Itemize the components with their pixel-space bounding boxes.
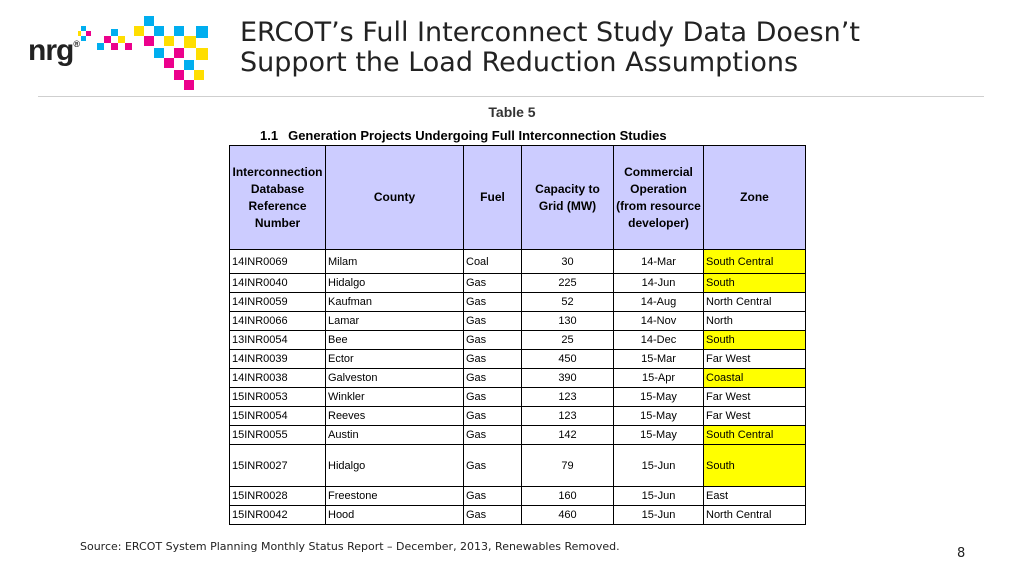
cell-commercial-operation: 15-Jun bbox=[614, 445, 704, 487]
cell-commercial-operation: 14-Nov bbox=[614, 312, 704, 331]
cell-reference-number: 14INR0066 bbox=[230, 312, 326, 331]
cell-fuel: Gas bbox=[464, 388, 522, 407]
table-body bbox=[230, 250, 806, 525]
cell-county: Hidalgo bbox=[326, 445, 464, 487]
cell-county: Kaufman bbox=[326, 293, 464, 312]
cell-commercial-operation: 14-Mar bbox=[614, 250, 704, 274]
cell-zone: South bbox=[704, 274, 806, 293]
caption-text: Generation Projects Undergoing Full Interconnection Studies bbox=[288, 128, 667, 143]
cell-commercial-operation: 15-Jun bbox=[614, 487, 704, 506]
cell-capacity: 25 bbox=[522, 331, 614, 350]
table-row bbox=[230, 369, 806, 388]
cell-fuel: Gas bbox=[464, 293, 522, 312]
table-row bbox=[230, 250, 806, 274]
cell-county: Ector bbox=[326, 350, 464, 369]
cell-fuel: Gas bbox=[464, 506, 522, 525]
cell-zone: South bbox=[704, 445, 806, 487]
slide-title bbox=[240, 18, 1000, 78]
cell-county: Milam bbox=[326, 250, 464, 274]
cell-fuel: Gas bbox=[464, 445, 522, 487]
header-county: County bbox=[326, 146, 464, 250]
table-row bbox=[230, 274, 806, 293]
cell-capacity: 225 bbox=[522, 274, 614, 293]
cell-reference-number: 14INR0040 bbox=[230, 274, 326, 293]
cell-county: Galveston bbox=[326, 369, 464, 388]
cell-commercial-operation: 14-Jun bbox=[614, 274, 704, 293]
caption-number: 1.1 bbox=[260, 128, 279, 143]
table-row bbox=[230, 388, 806, 407]
cell-reference-number: 14INR0039 bbox=[230, 350, 326, 369]
title-divider bbox=[38, 96, 984, 97]
cell-commercial-operation: 15-May bbox=[614, 426, 704, 445]
cell-fuel: Gas bbox=[464, 369, 522, 388]
logo-pixel-mark-icon bbox=[78, 14, 218, 92]
cell-capacity: 460 bbox=[522, 506, 614, 525]
cell-zone: South bbox=[704, 331, 806, 350]
cell-commercial-operation: 15-May bbox=[614, 388, 704, 407]
cell-fuel: Gas bbox=[464, 331, 522, 350]
cell-reference-number: 15INR0027 bbox=[230, 445, 326, 487]
table-header-row bbox=[230, 146, 806, 250]
source-footnote: Source: ERCOT System Planning Monthly Status Report – December, 2013, Renewables Removed. bbox=[80, 540, 620, 553]
table-row bbox=[230, 312, 806, 331]
slide-title-line2: Support the Load Reduction Assumptions bbox=[240, 47, 799, 78]
cell-reference-number: 15INR0055 bbox=[230, 426, 326, 445]
cell-fuel: Gas bbox=[464, 426, 522, 445]
table-row bbox=[230, 293, 806, 312]
cell-capacity: 130 bbox=[522, 312, 614, 331]
cell-county: Austin bbox=[326, 426, 464, 445]
cell-reference-number: 15INR0042 bbox=[230, 506, 326, 525]
cell-fuel: Gas bbox=[464, 350, 522, 369]
cell-county: Lamar bbox=[326, 312, 464, 331]
cell-county: Hidalgo bbox=[326, 274, 464, 293]
cell-commercial-operation: 14-Dec bbox=[614, 331, 704, 350]
cell-zone: North Central bbox=[704, 293, 806, 312]
table-row bbox=[230, 407, 806, 426]
cell-commercial-operation: 15-Apr bbox=[614, 369, 704, 388]
cell-reference-number: 14INR0059 bbox=[230, 293, 326, 312]
header-fuel: Fuel bbox=[464, 146, 522, 250]
cell-capacity: 142 bbox=[522, 426, 614, 445]
cell-zone: North Central bbox=[704, 506, 806, 525]
cell-commercial-operation: 15-May bbox=[614, 407, 704, 426]
cell-commercial-operation: 15-Jun bbox=[614, 506, 704, 525]
cell-capacity: 79 bbox=[522, 445, 614, 487]
cell-capacity: 123 bbox=[522, 407, 614, 426]
cell-fuel: Gas bbox=[464, 274, 522, 293]
cell-fuel: Gas bbox=[464, 407, 522, 426]
cell-county: Winkler bbox=[326, 388, 464, 407]
header-commercial-operation: Commercial Operation (from resource developer) bbox=[614, 146, 704, 250]
cell-capacity: 390 bbox=[522, 369, 614, 388]
header-zone: Zone bbox=[704, 146, 806, 250]
cell-capacity: 123 bbox=[522, 388, 614, 407]
table-row bbox=[230, 426, 806, 445]
cell-zone: North bbox=[704, 312, 806, 331]
cell-commercial-operation: 14-Aug bbox=[614, 293, 704, 312]
cell-capacity: 450 bbox=[522, 350, 614, 369]
cell-fuel: Gas bbox=[464, 487, 522, 506]
table-row bbox=[230, 487, 806, 506]
cell-reference-number: 15INR0054 bbox=[230, 407, 326, 426]
cell-county: Bee bbox=[326, 331, 464, 350]
cell-reference-number: 15INR0028 bbox=[230, 487, 326, 506]
header-reference-number: Interconnection Database Reference Number bbox=[230, 146, 326, 250]
table-caption bbox=[260, 128, 667, 143]
cell-county: Freestone bbox=[326, 487, 464, 506]
cell-reference-number: 15INR0053 bbox=[230, 388, 326, 407]
cell-commercial-operation: 15-Mar bbox=[614, 350, 704, 369]
table-row bbox=[230, 445, 806, 487]
cell-zone: South Central bbox=[704, 250, 806, 274]
nrg-logo bbox=[28, 14, 218, 92]
page-number: 8 bbox=[957, 546, 966, 561]
cell-fuel: Gas bbox=[464, 312, 522, 331]
cell-zone: South Central bbox=[704, 426, 806, 445]
cell-county: Reeves bbox=[326, 407, 464, 426]
cell-zone: Far West bbox=[704, 350, 806, 369]
cell-reference-number: 14INR0069 bbox=[230, 250, 326, 274]
table-label: Table 5 bbox=[488, 104, 536, 120]
cell-reference-number: 13INR0054 bbox=[230, 331, 326, 350]
cell-fuel: Coal bbox=[464, 250, 522, 274]
table-row bbox=[230, 506, 806, 525]
cell-zone: Coastal bbox=[704, 369, 806, 388]
cell-zone: Far West bbox=[704, 407, 806, 426]
cell-capacity: 30 bbox=[522, 250, 614, 274]
cell-county: Hood bbox=[326, 506, 464, 525]
cell-zone: Far West bbox=[704, 388, 806, 407]
generation-projects-table bbox=[229, 145, 806, 525]
cell-reference-number: 14INR0038 bbox=[230, 369, 326, 388]
cell-capacity: 160 bbox=[522, 487, 614, 506]
cell-capacity: 52 bbox=[522, 293, 614, 312]
slide-title-line1: ERCOT’s Full Interconnect Study Data Doesn’t bbox=[240, 17, 860, 48]
table-row bbox=[230, 331, 806, 350]
cell-zone: East bbox=[704, 487, 806, 506]
logo-wordmark: nrg® bbox=[28, 34, 79, 67]
header-capacity: Capacity to Grid (MW) bbox=[522, 146, 614, 250]
table-row bbox=[230, 350, 806, 369]
